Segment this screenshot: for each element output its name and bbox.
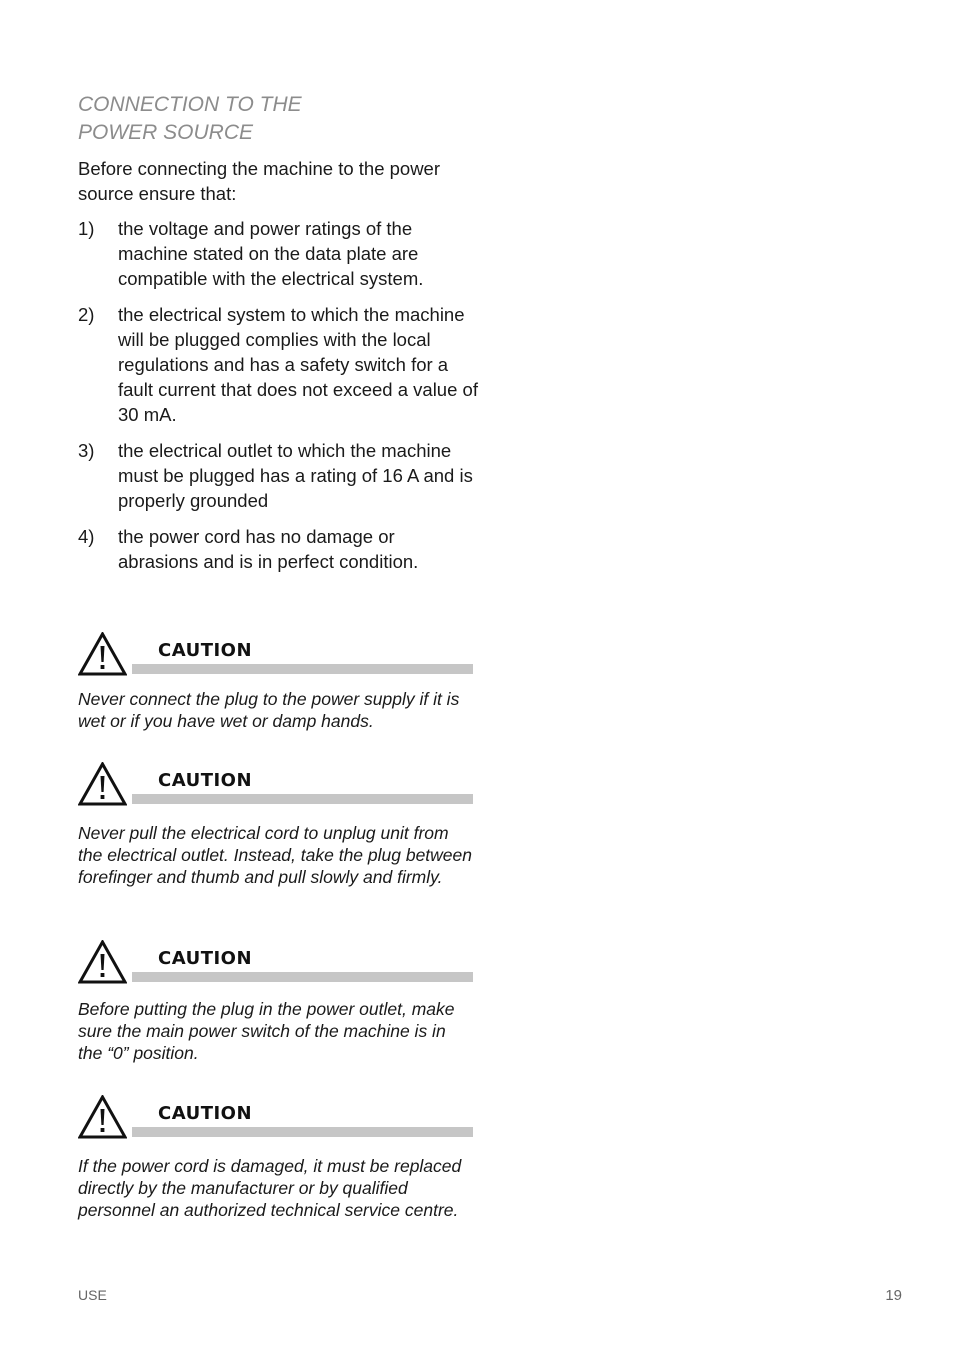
section-title-line2: POWER SOURCE <box>78 121 254 144</box>
caution-text: Never pull the electrical cord to unplug unit from the electrical outlet. Instead, take the plug between forefinger and thumb and pull slowly and firmly. <box>78 823 473 887</box>
list-item <box>78 524 478 574</box>
footer-section-label: USE <box>78 1287 107 1303</box>
caution-text: If the power cord is damaged, it must be replaced directly by the manufacturer or by qualified personnel an authorized technical service centre. <box>78 1156 462 1220</box>
warning-triangle-icon <box>78 1095 127 1139</box>
warning-triangle-icon <box>78 762 127 806</box>
caution-divider <box>132 794 473 804</box>
caution-text: Before putting the plug in the power outlet, make sure the main power switch of the machine is in the “0” position. <box>78 999 455 1063</box>
section-title-line1: CONNECTION TO THE <box>78 93 302 116</box>
list-item-number: 1) <box>78 218 95 239</box>
list-item-text: the voltage and power ratings of the machine stated on the data plate are compatible with the electrical system. <box>118 218 424 289</box>
requirements-list <box>78 216 478 574</box>
list-item <box>78 438 478 513</box>
list-item-number: 2) <box>78 304 95 325</box>
intro-paragraph: Before connecting the machine to the power source ensure that: <box>78 158 441 204</box>
caution-label: CAUTION <box>158 1103 253 1124</box>
caution-divider <box>132 1127 473 1137</box>
caution-block <box>78 632 473 732</box>
caution-block <box>78 1095 473 1221</box>
caution-header <box>78 762 473 808</box>
caution-block <box>78 940 473 1064</box>
page-number: 19 <box>885 1287 902 1304</box>
caution-divider <box>132 664 473 674</box>
caution-label: CAUTION <box>158 640 253 661</box>
section-title <box>78 91 478 147</box>
caution-header <box>78 940 473 986</box>
caution-label: CAUTION <box>158 948 253 969</box>
caution-divider <box>132 972 473 982</box>
caution-header <box>78 632 473 678</box>
list-item-text: the power cord has no damage or abrasions and is in perfect condition. <box>118 526 419 572</box>
list-item-number: 4) <box>78 526 95 547</box>
list-item <box>78 302 478 427</box>
warning-triangle-icon <box>78 632 127 676</box>
list-item <box>78 216 478 291</box>
caution-block <box>78 762 473 888</box>
warning-triangle-icon <box>78 940 127 984</box>
caution-text: Never connect the plug to the power supply if it is wet or if you have wet or damp hands. <box>78 689 460 731</box>
caution-header <box>78 1095 473 1141</box>
list-item-text: the electrical system to which the machine will be plugged complies with the local regulations and has a safety switch for a fault current that does not exceed a value of 30 mA. <box>118 304 478 425</box>
caution-label: CAUTION <box>158 770 253 791</box>
list-item-text: the electrical outlet to which the machine must be plugged has a rating of 16 A and is properly grounded <box>118 440 473 511</box>
list-item-number: 3) <box>78 440 95 461</box>
